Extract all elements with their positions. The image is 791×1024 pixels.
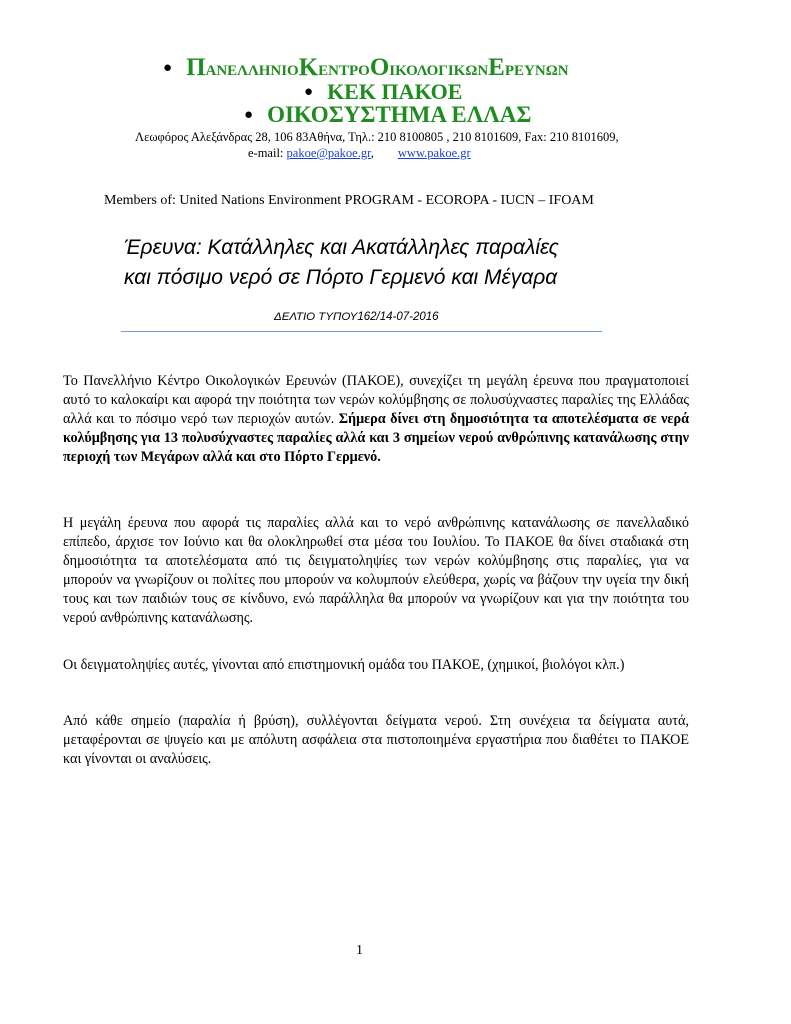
kek-pakoe-text: ΚΕΚ ΠΑΚΟΕ [327,79,463,104]
org-initial-e: Ε [488,54,505,81]
org-word-o: ΙΚΟΛΟΓΙΚΩΝ [389,63,489,79]
ecosystem-text: ΟΙΚΟΣΥΣΤΗΜΑ ΕΛΛΑΣ [267,102,532,127]
org-word-e: ΡΕΥΝΩΝ [504,63,569,79]
paragraph-1 [63,372,689,467]
bullet-icon: ● [304,84,314,100]
paragraph-4: Από κάθε σημείο (παραλία ή βρύση), συλλέγονται δείγματα νερού. Στη συνέχεια τα δείγματα αυτά, μεταφέρονται σε ψυγείο και με απόλυτη ασφάλεια στα πιστοποιημένα εργαστήρια που διαθέτει το ΠΑΚΟΕ και γίνονται οι αναλύσεις. [63,713,689,768]
paragraph-1-text: Το Πανελλήνιο Κέντρο Οικολογικών Ερευνών (ΠΑΚΟΕ), συνεχίζει τη μεγάλη έρευνα που πραγματοποιεί αυτό το καλοκαίρι και αφορά την ποιότητα των νερών κολύμβησης σε πολυσύχναστες παραλίες της Ελλάδας αλλά και το πόσιμο νερό των περιοχών αυτών. [63,373,689,428]
bullet-icon: ● [244,107,254,123]
bullet-icon: ● [163,60,173,76]
kek-pakoe-line [304,81,462,103]
paragraph-2: Η μεγάλη έρευνα που αφορά τις παραλίες αλλά και το νερό ανθρώπινης κατανάλωσης σε πανελλαδικό επίπεδο, άρχισε τον Ιούνιο και θα ολοκληρωθεί στα μέσα του Ιουλίου. Το ΠΑΚΟΕ θα δίνει σταδιακά στη δημοσιότητα τα αποτελέσματα από τις δειγματοληψίες των νερών κολύμβησης στις παραλίες, για να μπορούν να γνωρίζουν οι πολίτες που μπορούν να κολυμπούν ελεύθερα, χωρίς να βάζουν την υγεία την δική τους και των παιδιών τους σε κίνδυνο, ενώ παράλληλα θα μπορούν να γνωρίζουν και για την ποιότητα του νερού ανθρώπινης κατανάλωσης. [63,515,689,627]
email-separator: , [370,146,374,160]
org-word-p: ΑΝΕΛΛΗΝΙΟ [205,63,299,79]
org-initial-p: Π [186,54,206,81]
page-number: 1 [356,943,363,958]
org-name-line [163,55,569,80]
paragraph-1-bold-text: Σήμερα δίνει στη δημοσιότητα τα αποτελέσματα σε νερά κολύμβησης για 13 πολυσύχναστες παραλίες αλλά και 3 σημείων νερού ανθρώπινης κατανάλωσης στην περιοχή των Μεγάρων αλλά και στο Πόρτο Γερμενό. [63,411,689,466]
press-release-number: ΔΕΛΤΙΟ ΤΥΠΟΥ162/14-07-2016 [274,311,439,323]
paragraph-3: Οι δειγματοληψίες αυτές, γίνονται από επιστημονική ομάδα του ΠΑΚΟΕ, (χημικοί, βιολόγοι κλπ.) [63,657,625,673]
document-title [124,233,684,293]
title-line-1: Έρευνα: Κατάλληλες και Ακατάλληλες παραλίες [124,236,559,259]
email-label: e-mail: [248,146,287,160]
org-initial-k: Κ [298,54,319,81]
org-initial-o: Ο [369,54,390,81]
email-link[interactable]: pakoe@pakoe.gr [286,146,371,160]
ecosystem-line [244,103,531,126]
contact-line [248,146,471,161]
title-line-2: και πόσιμο νερό σε Πόρτο Γερμενό και Μέγαρα [124,266,558,289]
members-line: Members of: United Nations Environment PROGRAM - ECOROPA - IUCN – IFOAM [104,193,594,208]
org-word-k: ΕΝΤΡΟ [318,63,370,79]
website-link[interactable]: www.pakoe.gr [397,146,471,160]
address-line: Λεωφόρος Αλεξάνδρας 28, 106 83Αθήνα, Τηλ.: 210 8100805 , 210 8101609, Fax: 210 8101609, [135,130,619,144]
title-divider [121,331,602,332]
